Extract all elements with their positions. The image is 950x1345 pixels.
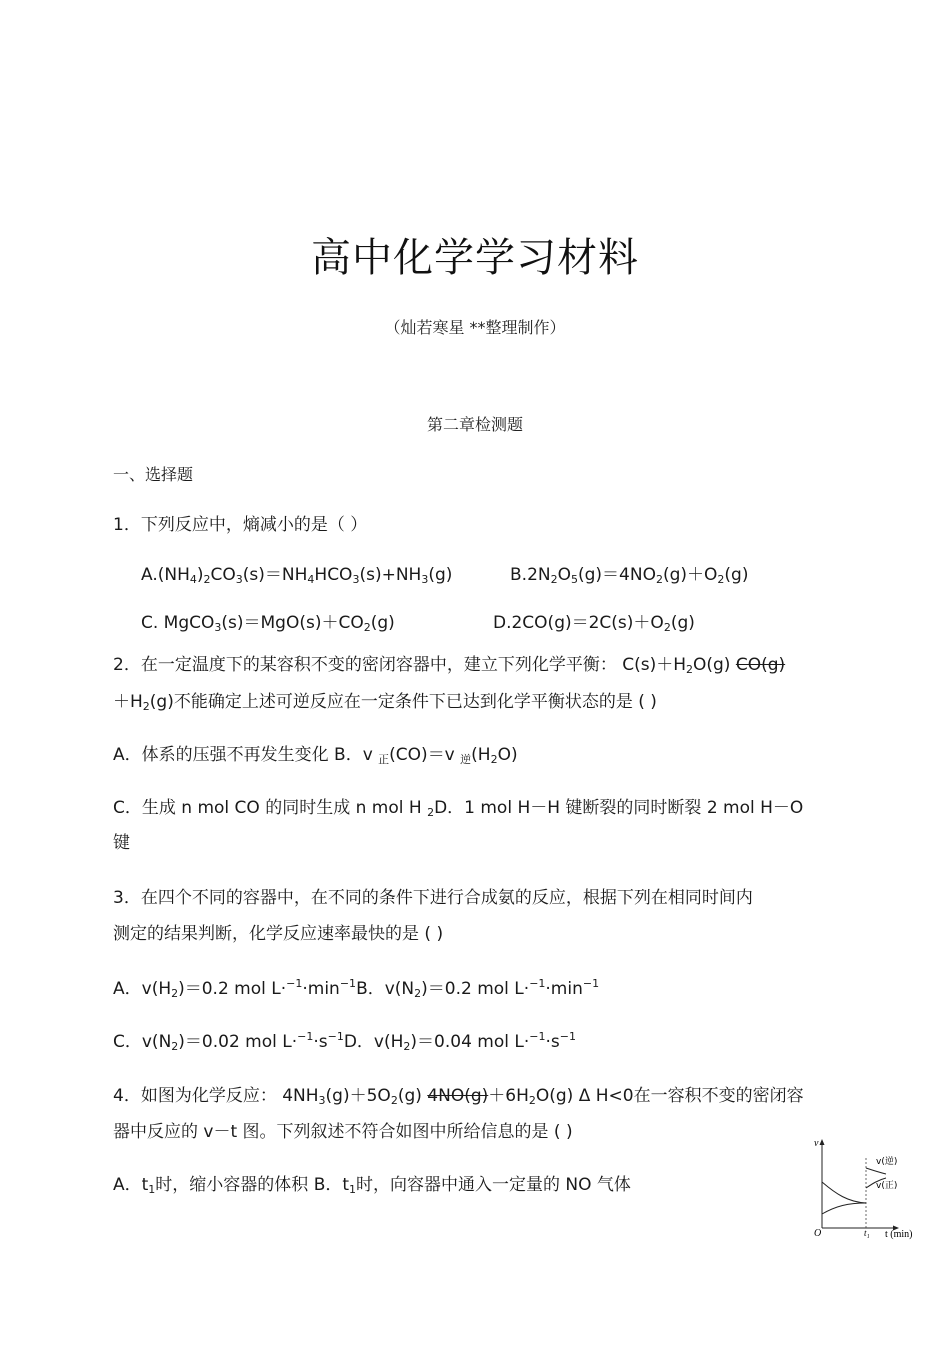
q2-options-ab: A．体系的压强不再发生变化 B．v 正(CO)＝v 逆(H2O) — [113, 745, 518, 766]
q4-stem-line1: 4．如图为化学反应： 4NH3(g)＋5O2(g) 4NO(g)＋6H2O(g) Δ H<0在一容积不变的密闭容 — [113, 1086, 804, 1107]
q1-option-d: D.2CO(g)＝2C(s)＋O2(g) — [493, 613, 695, 634]
q2-options-cd: C．生成 n mol CO 的同时生成 n mol H 2D．1 mol H－H 键断裂的同时断裂 2 mol H－O — [113, 798, 804, 819]
q4-stem-line2: 器中反应的 v－t 图。下列叙述不符合如图中所给信息的是 ( ) — [113, 1122, 573, 1142]
q1-stem: 1．下列反应中，熵减小的是（ ） — [113, 515, 368, 535]
t1-label: t₁ — [864, 1228, 870, 1238]
section-heading: 一、选择题 — [113, 465, 194, 484]
q3-options-ab: A．v(H2)＝0.2 mol $L\cdot^{-1}\cdot\min^{-1}B$．v(N2)＝0.2 mol $L\cdot^{-1}\cdot\min^{-1}$ — [113, 977, 600, 1000]
q3-stem-line1: 3．在四个不同的容器中，在不同的条件下进行合成氨的反应，根据下列在相同时间内 — [113, 888, 753, 908]
forward-curve-label: v(正) — [876, 1181, 898, 1191]
q2-stem-line1: 2．在一定温度下的某容积不变的密闭容器中，建立下列化学平衡： C(s)＋H2O(g) CO(g) — [113, 655, 786, 676]
reverse-curve-label: v(逆) — [876, 1157, 898, 1167]
v-t-graph — [808, 1136, 928, 1246]
y-axis-arrow — [820, 1139, 825, 1145]
origin-label: O — [814, 1228, 822, 1239]
reverse-curve-before — [822, 1182, 866, 1203]
chapter-heading: 第二章检测题 — [426, 415, 523, 434]
document-subtitle: （灿若寒星 **整理制作） — [384, 318, 566, 337]
reverse-curve-after — [866, 1168, 886, 1174]
q3-stem-line2: 测定的结果判断，化学反应速率最快的是 ( ) — [113, 924, 444, 944]
x-axis-label: t (min) — [885, 1229, 913, 1240]
q4-options-ab: A．t1时，缩小容器的体积 B．t1时，向容器中通入一定量的 NO 气体 — [113, 1175, 631, 1196]
forward-curve-before — [822, 1203, 866, 1214]
q3-options-cd: C．v(N2)＝0.02 mol $L\cdot^{-1}\cdot s^{-1}D$．v(H2)＝0.04 mol $L\cdot^{-1}\cdot s^{-1}$ — [113, 1030, 576, 1053]
q2-options-cd-cont: 键 — [113, 833, 130, 853]
y-axis-label: v — [814, 1138, 819, 1149]
q1-option-a: A.(NH4)2CO3(s)＝NH4HCO3(s)+NH3(g) — [141, 565, 453, 586]
q1-option-c: C. MgCO3(s)＝MgO(s)＋CO2(g) — [141, 613, 395, 634]
q2-stem-line2: ＋H2(g)不能确定上述可逆反应在一定条件下已达到化学平衡状态的是 ( ) — [113, 692, 657, 713]
document-title: 高中化学学习材料 — [311, 235, 639, 281]
q1-option-b: B.2N2O5(g)＝4NO2(g)＋O2(g) — [510, 565, 749, 586]
